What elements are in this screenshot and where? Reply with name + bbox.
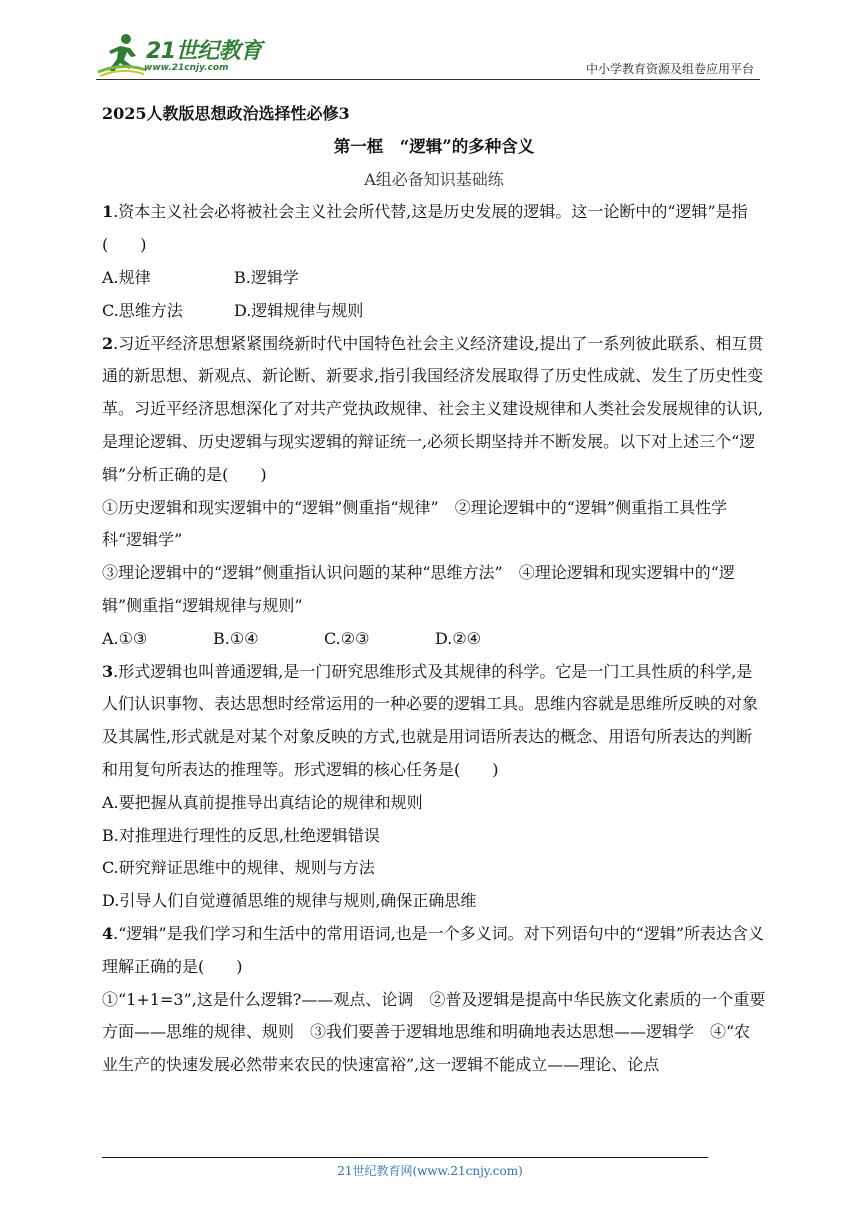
runner-logo-icon	[96, 32, 148, 78]
footer-text: 21世纪教育网(www.21cnjy.com)	[337, 1164, 523, 1178]
option-c: C.②③	[324, 628, 370, 648]
question-text: 习近平经济思想紧紧围绕新时代中国特色社会主义经济建设,提出了一系列彼此联系、相互贯通的新思想、新观点、新论断、新要求,指引我国经济发展取得了历史性成就、发生了历史性变革。习近平经济思想深化了对共产党执政规律、社会主义建设规律和人类社会发展规律的认识,是理论逻辑、历史逻辑与现实逻辑的辩证统一,必须长期坚持并不断发展。以下对上述三个“逻辑”分析正确的是( )	[102, 333, 764, 484]
option-a: A.①③	[102, 628, 148, 648]
group-title: A组必备知识基础练	[364, 169, 504, 189]
logo-text: 21世纪教育	[146, 39, 262, 64]
option-d: D.引导人们自觉遵循思维的规律与规则,确保正确思维	[102, 891, 477, 911]
question-2-stem: 2.习近平经济思想紧紧围绕新时代中国特色社会主义经济建设,提出了一系列彼此联系、相互贯通的新思想、新观点、新论断、新要求,指引我国经济发展取得了历史性成就、发生了历史性变革。习近平经济思想深化了对共产党执政规律、社会主义建设规律和人类社会发展规律的认识,是理论逻辑、历史逻辑与现实逻辑的辩证统一,必须长期坚持并不断发展。以下对上述三个“逻辑”分析正确的是( )	[102, 333, 764, 484]
option-b: B.①④	[213, 628, 259, 648]
question-4-statements: ①“1+1=3”,这是什么逻辑?——观点、论调 ②普及逻辑是提高中华民族文化素质的一个重要方面——思维的规律、规则 ③我们要善于逻辑地思维和明确地表达思想——逻辑学 ④“农业生产的快速发展必然带来农民的快速富裕”,这一逻辑不能成立——理论、论点	[102, 989, 766, 1075]
question-number: 1	[102, 202, 114, 222]
question-text: 形式逻辑也叫普通逻辑,是一门研究思维形式及其规律的科学。它是一门工具性质的科学,是人们认识事物、表达思想时经常运用的一种必要的逻辑工具。思维内容就是思维所反映的对象及其属性,形式就是对某个对象反映的方式,也就是用词语所表达的概念、用语句所表达的判断和用复句所表达的推理等。形式逻辑的核心任务是( )	[102, 661, 759, 779]
option-c: C.研究辩证思维中的规律、规则与方法	[102, 858, 375, 878]
question-number: 2	[102, 333, 114, 353]
question-number: 3	[102, 661, 114, 681]
question-1-options-row-1	[102, 262, 766, 295]
footer-divider	[102, 1157, 708, 1158]
question-1-options-row-2	[102, 295, 766, 328]
logo	[96, 32, 266, 78]
option-a: A.规律	[102, 267, 151, 287]
option-d: D.逻辑规律与规则	[234, 300, 364, 320]
option-b: B.对推理进行理性的反思,杜绝逻辑错误	[102, 825, 380, 845]
question-2-statements-2: ③理论逻辑中的“逻辑”侧重指认识问题的某种“思维方法” ④理论逻辑和现实逻辑中的“逻辑”侧重指“逻辑规律与规则”	[102, 563, 735, 615]
question-4-stem: 4.“逻辑”是我们学习和生活中的常用语词,也是一个多义词。对下列语句中的“逻辑”所表达含义理解正确的是( )	[102, 923, 765, 976]
page-header	[96, 30, 760, 82]
section-title: 第一框 “逻辑”的多种含义	[333, 136, 535, 156]
question-3-stem: 3.形式逻辑也叫普通逻辑,是一门研究思维形式及其规律的科学。它是一门工具性质的科学,是人们认识事物、表达思想时经常运用的一种必要的逻辑工具。思维内容就是思维所反映的对象及其属性,形式就是对某个对象反映的方式,也就是用词语所表达的概念、用语句所表达的判断和用复句所表达的推理等。形式逻辑的核心任务是( )	[102, 661, 759, 779]
option-a: A.要把握从真前提推导出真结论的规律和规则	[102, 792, 423, 812]
option-d: D.②④	[435, 628, 482, 648]
header-divider	[96, 79, 760, 80]
question-2-statements-1: ①历史逻辑和现实逻辑中的“逻辑”侧重指“规律” ②理论逻辑中的“逻辑”侧重指工具性学科“逻辑学”	[102, 497, 728, 550]
question-text: 资本主义社会必将被社会主义社会所代替,这是历史发展的逻辑。这一论断中的“逻辑”是指( )	[102, 202, 748, 255]
document-body	[102, 98, 766, 1082]
question-number: 4	[102, 923, 114, 943]
logo-url: www.21cnjy.com	[144, 63, 229, 73]
option-c: C.思维方法	[102, 300, 183, 320]
option-b: B.逻辑学	[234, 267, 299, 287]
platform-name: 中小学教育资源及组卷应用平台	[585, 62, 754, 76]
document-title: 2025人教版思想政治选择性必修3	[102, 104, 350, 123]
question-2-options	[102, 623, 766, 656]
question-text: “逻辑”是我们学习和生活中的常用语词,也是一个多义词。对下列语句中的“逻辑”所表达含义理解正确的是( )	[102, 923, 765, 976]
question-1-stem: 1.资本主义社会必将被社会主义社会所代替,这是历史发展的逻辑。这一论断中的“逻辑”是指( )	[102, 202, 748, 255]
